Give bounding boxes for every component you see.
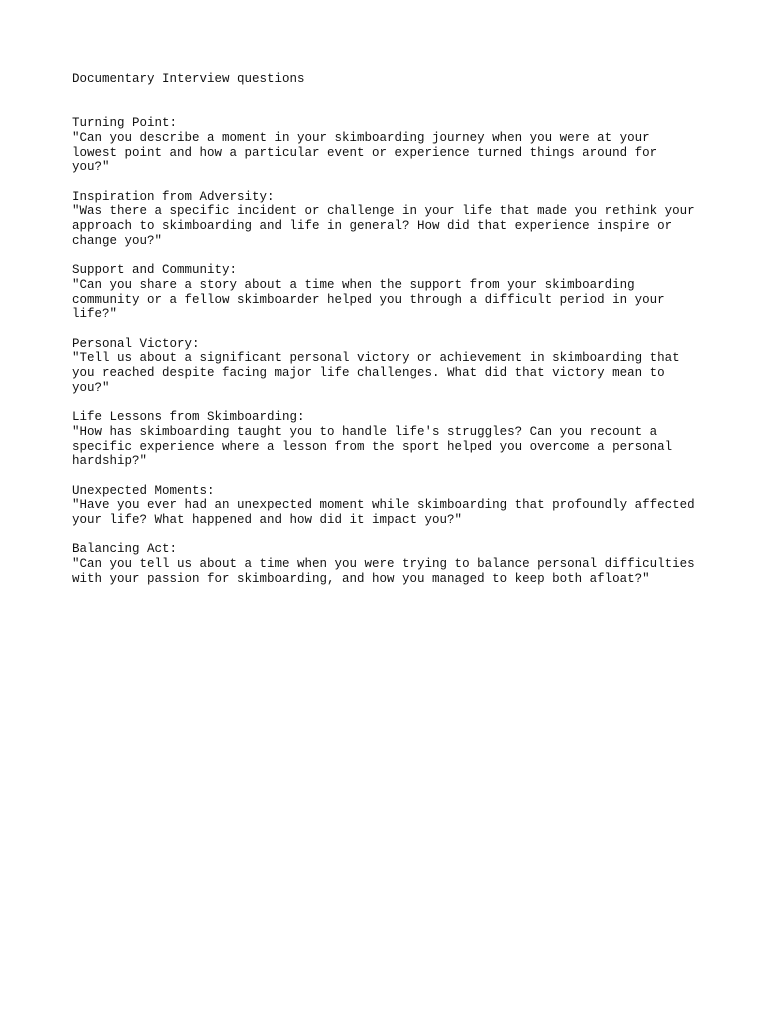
question-line: you reached despite facing major life challenges. What did that victory mean to [72, 366, 665, 380]
section-heading: Unexpected Moments: [72, 483, 215, 498]
question-section [72, 410, 712, 469]
document-page [72, 72, 712, 601]
question-line: "Can you tell us about a time when you were trying to balance personal difficulties [72, 557, 695, 572]
section-heading: Inspiration from Adversity: [72, 189, 275, 204]
section-heading: Turning Point: [72, 116, 178, 131]
section-heading: Balancing Act: [72, 542, 178, 557]
question-line: you?" [72, 380, 110, 395]
question-line: community or a fellow skimboarder helped you through a difficult period in your [72, 292, 665, 307]
question-section [72, 484, 712, 528]
section-heading: Support and Community: [72, 263, 238, 278]
question-line: hardship?" [72, 454, 148, 469]
section-heading: Life Lessons from Skimboarding: [72, 410, 305, 425]
section-heading: Personal Victory: [72, 336, 200, 351]
question-section [72, 542, 712, 586]
question-section [72, 337, 712, 396]
question-line: "Can you share a story about a time when the support from your skimboarding [72, 277, 635, 292]
question-section [72, 116, 712, 175]
question-line: "Tell us about a significant personal victory or achievement in skimboarding that [72, 351, 680, 366]
question-line: your life? What happened and how did it impact you?" [72, 513, 463, 527]
question-line: "How has skimboarding taught you to handle life's struggles? Can you recount a [72, 424, 658, 439]
question-line: with your passion for skimboarding, and how you managed to keep both afloat?" [72, 571, 650, 586]
question-section [72, 263, 712, 322]
question-line: approach to skimboarding and life in general? How did that experience inspire or [72, 219, 673, 233]
question-line: specific experience where a lesson from the sport helped you overcome a personal [72, 439, 673, 454]
question-line: lowest point and how a particular event or experience turned things around for [72, 145, 658, 160]
document-title: Documentary Interview questions [72, 72, 305, 86]
question-line: change you?" [72, 233, 163, 248]
question-line: "Was there a specific incident or challenge in your life that made you rethink your [72, 204, 695, 219]
question-line: "Have you ever had an unexpected moment while skimboarding that profoundly affected [72, 498, 695, 513]
question-line: life?" [72, 307, 118, 322]
question-line: "Can you describe a moment in your skimboarding journey when you were at your [72, 130, 650, 145]
question-section [72, 190, 712, 249]
question-line: you?" [72, 160, 110, 175]
